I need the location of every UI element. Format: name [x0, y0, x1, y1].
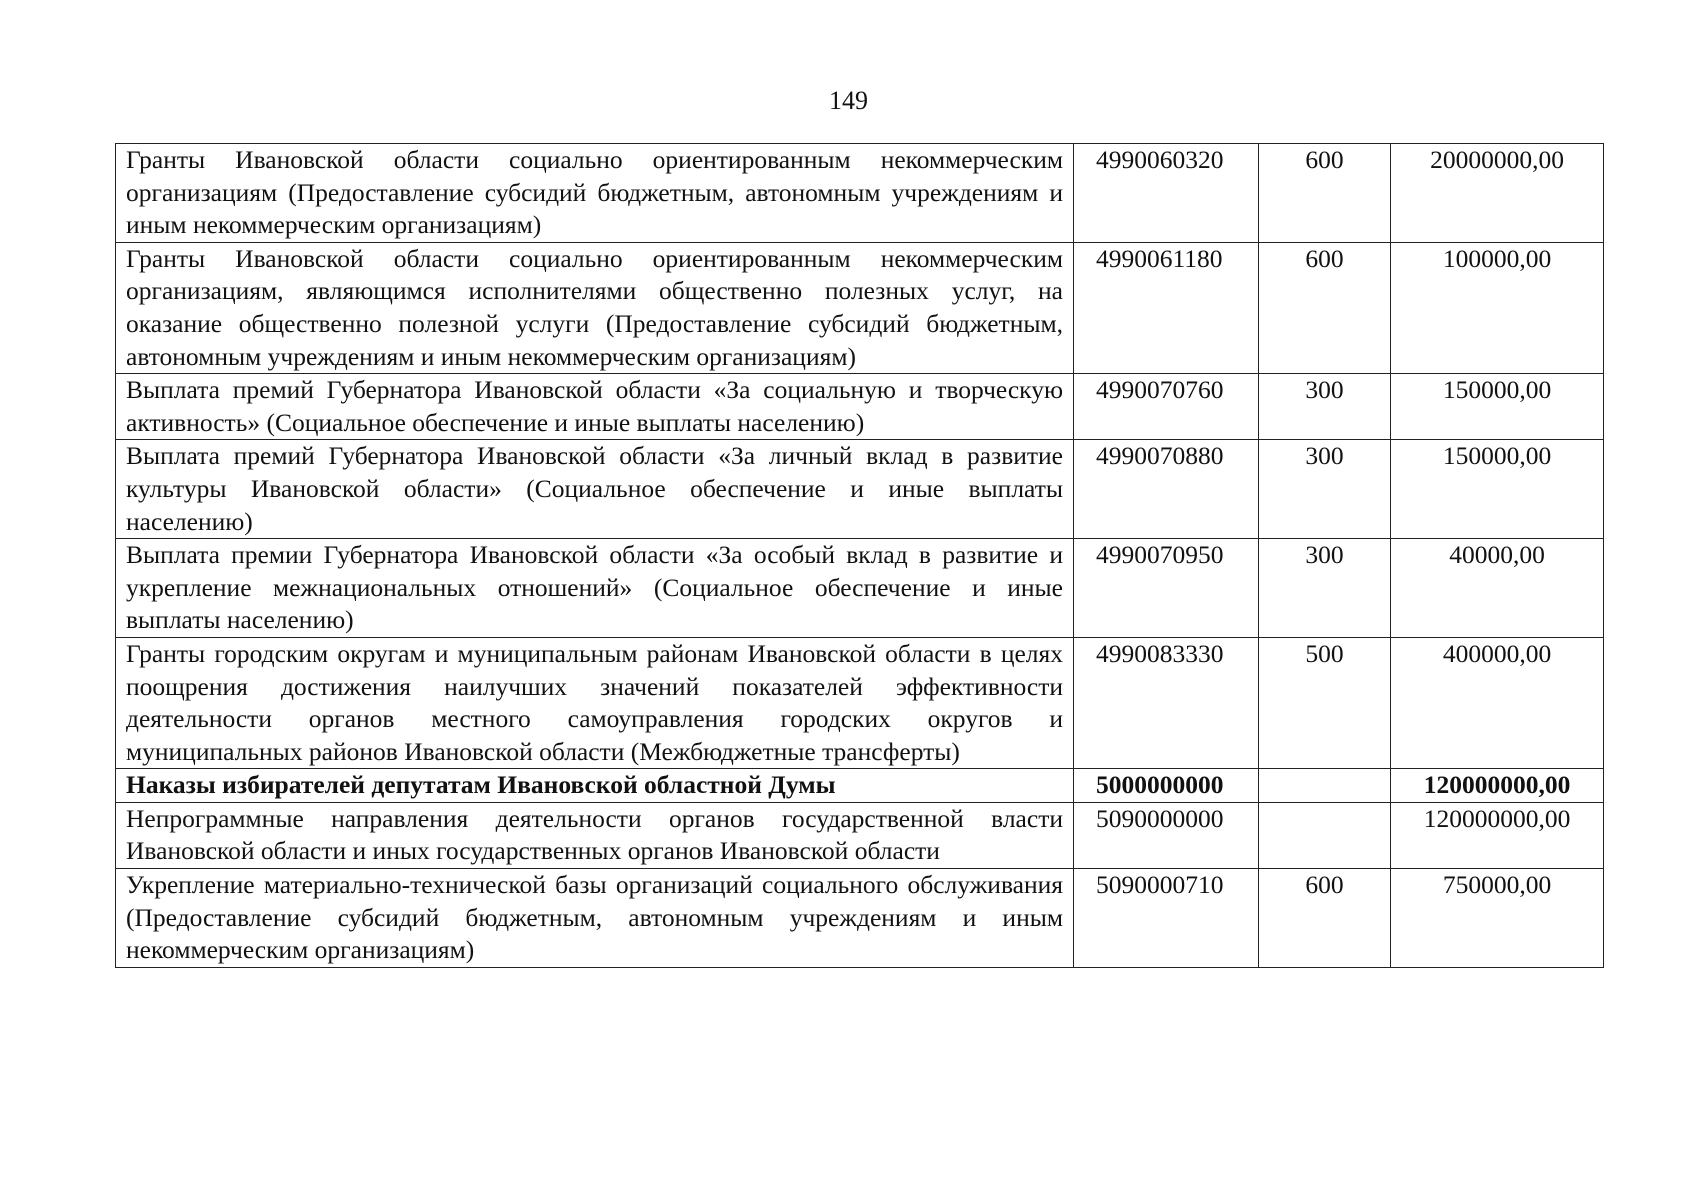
row-target-code: 5090000000 — [1074, 802, 1259, 868]
row-target-code: 4990060320 — [1074, 144, 1259, 243]
row-target-code: 5090000710 — [1074, 869, 1259, 968]
row-target-code: 4990083330 — [1074, 637, 1259, 768]
row-expense-type: 600 — [1259, 144, 1391, 243]
row-expense-type — [1259, 802, 1391, 868]
row-description: Выплата премии Губернатора Ивановской области «За особый вклад в развитие и укрепление межнациональных отношений» (Социальное обеспечение и иные выплаты населению) — [116, 539, 1074, 638]
table-row — [116, 539, 1604, 638]
row-amount: 20000000,00 — [1391, 144, 1604, 243]
row-amount: 120000000,00 — [1391, 802, 1604, 868]
row-target-code: 5000000000 — [1074, 769, 1259, 803]
table-row — [116, 637, 1604, 768]
row-description: Укрепление материально-технической базы организаций социального обслуживания (Предоставление субсидий бюджетным, автономным учреждениям и иным некоммерческим организациям) — [116, 869, 1074, 968]
table-row — [116, 374, 1604, 440]
row-target-code: 4990070760 — [1074, 374, 1259, 440]
row-target-code: 4990061180 — [1074, 242, 1259, 373]
table-row — [116, 242, 1604, 373]
row-target-code: 4990070950 — [1074, 539, 1259, 638]
row-description: Наказы избирателей депутатам Ивановской областной Думы — [116, 769, 1074, 803]
row-expense-type: 300 — [1259, 440, 1391, 539]
row-expense-type — [1259, 769, 1391, 803]
row-amount: 400000,00 — [1391, 637, 1604, 768]
row-amount: 40000,00 — [1391, 539, 1604, 638]
row-description: Выплата премий Губернатора Ивановской области «За личный вклад в развитие культуры Ивановской области» (Социальное обеспечение и иные выплаты населению) — [116, 440, 1074, 539]
row-amount: 100000,00 — [1391, 242, 1604, 373]
page-number: 149 — [829, 86, 868, 115]
row-amount: 150000,00 — [1391, 374, 1604, 440]
table-row — [116, 144, 1604, 243]
row-amount: 120000000,00 — [1391, 769, 1604, 803]
table-row-section-total — [116, 769, 1604, 803]
row-expense-type: 300 — [1259, 374, 1391, 440]
table-row — [116, 802, 1604, 868]
row-expense-type: 600 — [1259, 869, 1391, 968]
row-description: Выплата премий Губернатора Ивановской области «За социальную и творческую активность» (Социальное обеспечение и иные выплаты населению) — [116, 374, 1074, 440]
row-expense-type: 500 — [1259, 637, 1391, 768]
row-expense-type: 300 — [1259, 539, 1391, 638]
row-expense-type: 600 — [1259, 242, 1391, 373]
table-row — [116, 869, 1604, 968]
budget-table — [115, 143, 1604, 968]
table-row — [116, 440, 1604, 539]
row-description: Гранты Ивановской области социально ориентированным некоммерческим организациям, являющимся исполнителями общественно полезных услуг, на оказание общественно полезной услуги (Предоставление субсидий бюджетным, автономным учреждениям и иным некоммерческим организациям) — [116, 242, 1074, 373]
row-description: Гранты городским округам и муниципальным районам Ивановской области в целях поощрения достижения наилучших значений показателей эффективности деятельности органов местного самоуправления городских округов и муниципальных районов Ивановской области (Межбюджетные трансферты) — [116, 637, 1074, 768]
row-amount: 750000,00 — [1391, 869, 1604, 968]
row-description: Гранты Ивановской области социально ориентированным некоммерческим организациям (Предоставление субсидий бюджетным, автономным учреждениям и иным некоммерческим организациям) — [116, 144, 1074, 243]
row-description: Непрограммные направления деятельности органов государственной власти Ивановской области и иных государственных органов Ивановской области — [116, 802, 1074, 868]
row-amount: 150000,00 — [1391, 440, 1604, 539]
row-target-code: 4990070880 — [1074, 440, 1259, 539]
